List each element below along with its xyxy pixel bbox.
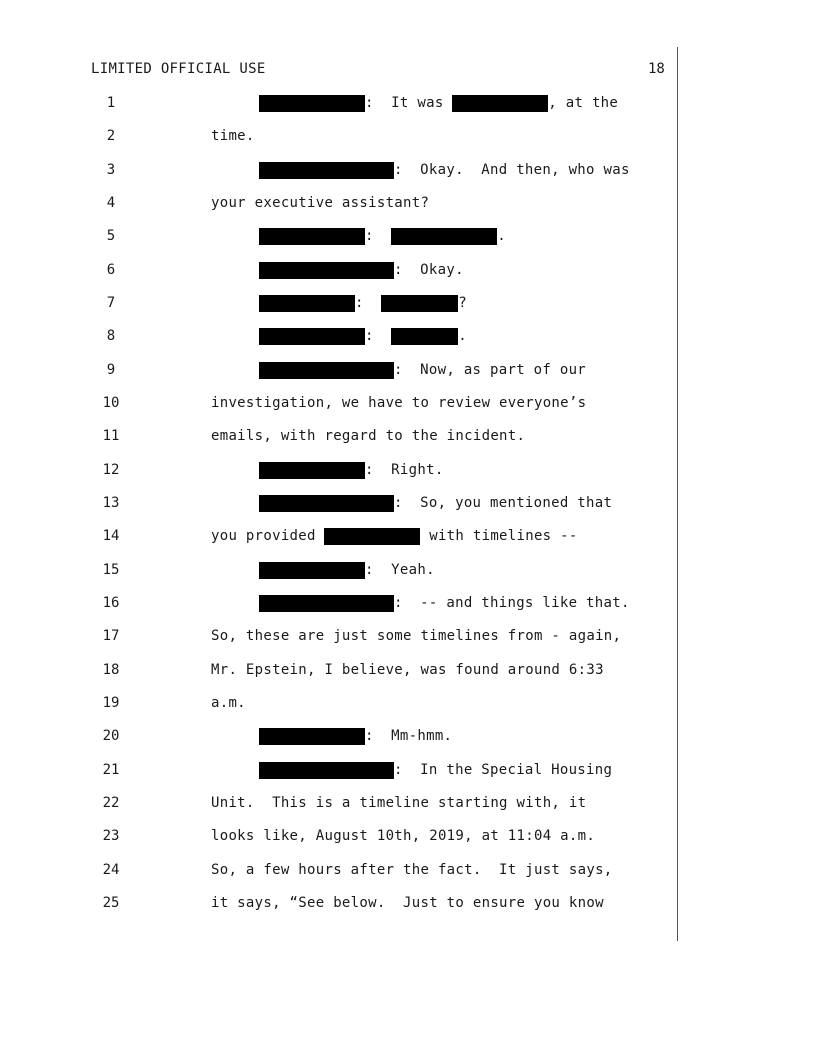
page-number: 18 — [648, 61, 665, 77]
line-number: 7 — [106, 295, 116, 311]
transcript-line — [0, 292, 816, 314]
transcript-line — [0, 525, 816, 547]
line-text: : -- and things like that. — [394, 595, 630, 611]
line-number: 11 — [102, 428, 120, 444]
line-number: 21 — [102, 762, 120, 778]
transcript-line — [0, 859, 816, 881]
redaction-block — [259, 462, 365, 479]
transcript-line — [0, 125, 816, 147]
transcript-line — [0, 92, 816, 114]
line-text: : Okay. — [394, 262, 464, 278]
transcript-line — [0, 625, 816, 647]
transcript-line — [0, 759, 816, 781]
line-number: 24 — [102, 862, 120, 878]
redaction-block — [259, 728, 365, 745]
transcript-line — [0, 259, 816, 281]
line-text: time. — [211, 128, 255, 144]
line-text: : — [365, 228, 392, 244]
transcript-line — [0, 392, 816, 414]
line-number: 10 — [102, 395, 120, 411]
line-number: 6 — [106, 262, 116, 278]
line-number: 14 — [102, 528, 120, 544]
line-number: 5 — [106, 228, 116, 244]
line-text: with timelines -- — [420, 528, 578, 544]
line-text: Mr. Epstein, I believe, was found around 6:33 — [211, 662, 604, 678]
redaction-block — [259, 595, 394, 612]
line-text: . — [497, 228, 506, 244]
line-text: . — [458, 328, 467, 344]
line-text: : Okay. And then, who was — [394, 162, 630, 178]
line-text: : So, you mentioned that — [394, 495, 613, 511]
line-number: 3 — [106, 162, 116, 178]
line-text: you provided — [211, 528, 325, 544]
transcript-line — [0, 159, 816, 181]
transcript-line — [0, 359, 816, 381]
transcript-line — [0, 192, 816, 214]
line-text: : Right. — [365, 462, 444, 478]
line-text: : Now, as part of our — [394, 362, 587, 378]
redaction-block — [452, 95, 548, 112]
line-text: your executive assistant? — [211, 195, 430, 211]
line-number: 18 — [102, 662, 120, 678]
transcript-line — [0, 692, 816, 714]
transcript-line — [0, 825, 816, 847]
redaction-block — [259, 328, 365, 345]
line-number: 12 — [102, 462, 120, 478]
line-number: 4 — [106, 195, 116, 211]
line-text: Unit. This is a timeline starting with, it — [211, 795, 587, 811]
transcript-line — [0, 325, 816, 347]
line-number: 22 — [102, 795, 120, 811]
line-text: : It was — [365, 95, 453, 111]
redaction-block — [391, 328, 458, 345]
line-text: , at the — [548, 95, 619, 111]
line-text: emails, with regard to the incident. — [211, 428, 526, 444]
redaction-block — [259, 162, 394, 179]
redaction-block — [324, 528, 420, 545]
redaction-block — [259, 562, 365, 579]
line-number: 8 — [106, 328, 116, 344]
line-number: 13 — [102, 495, 120, 511]
transcript-line — [0, 425, 816, 447]
line-text: it says, “See below. Just to ensure you know — [211, 895, 604, 911]
line-text: investigation, we have to review everyone’s — [211, 395, 587, 411]
transcript-line — [0, 592, 816, 614]
line-text: So, a few hours after the fact. It just says, — [211, 862, 613, 878]
line-number: 9 — [106, 362, 116, 378]
line-text: : — [365, 328, 392, 344]
redaction-block — [381, 295, 458, 312]
redaction-block — [259, 362, 394, 379]
transcript-line — [0, 659, 816, 681]
line-text: ? — [458, 295, 467, 311]
line-text: : In the Special Housing — [394, 762, 613, 778]
line-text: a.m. — [211, 695, 246, 711]
redaction-block — [259, 495, 394, 512]
security-marking: LIMITED OFFICIAL USE — [91, 61, 266, 77]
transcript-line — [0, 792, 816, 814]
line-number: 17 — [102, 628, 120, 644]
redaction-block — [259, 295, 355, 312]
transcript-line — [0, 225, 816, 247]
transcript-line — [0, 459, 816, 481]
redaction-block — [259, 762, 394, 779]
line-number: 19 — [102, 695, 120, 711]
line-number: 1 — [106, 95, 116, 111]
line-number: 20 — [102, 728, 120, 744]
line-text: : Yeah. — [365, 562, 435, 578]
line-text: : — [355, 295, 382, 311]
transcript-line — [0, 725, 816, 747]
line-text: : Mm-hmm. — [365, 728, 453, 744]
redaction-block — [259, 228, 365, 245]
transcript-line — [0, 559, 816, 581]
redaction-block — [259, 95, 365, 112]
redaction-block — [391, 228, 497, 245]
redaction-block — [259, 262, 394, 279]
transcript-line — [0, 892, 816, 914]
line-text: looks like, August 10th, 2019, at 11:04 a.m. — [211, 828, 596, 844]
line-text: So, these are just some timelines from - again, — [211, 628, 622, 644]
line-number: 15 — [102, 562, 120, 578]
line-number: 25 — [102, 895, 120, 911]
line-number: 2 — [106, 128, 116, 144]
line-number: 16 — [102, 595, 120, 611]
line-number: 23 — [102, 828, 120, 844]
transcript-line — [0, 492, 816, 514]
